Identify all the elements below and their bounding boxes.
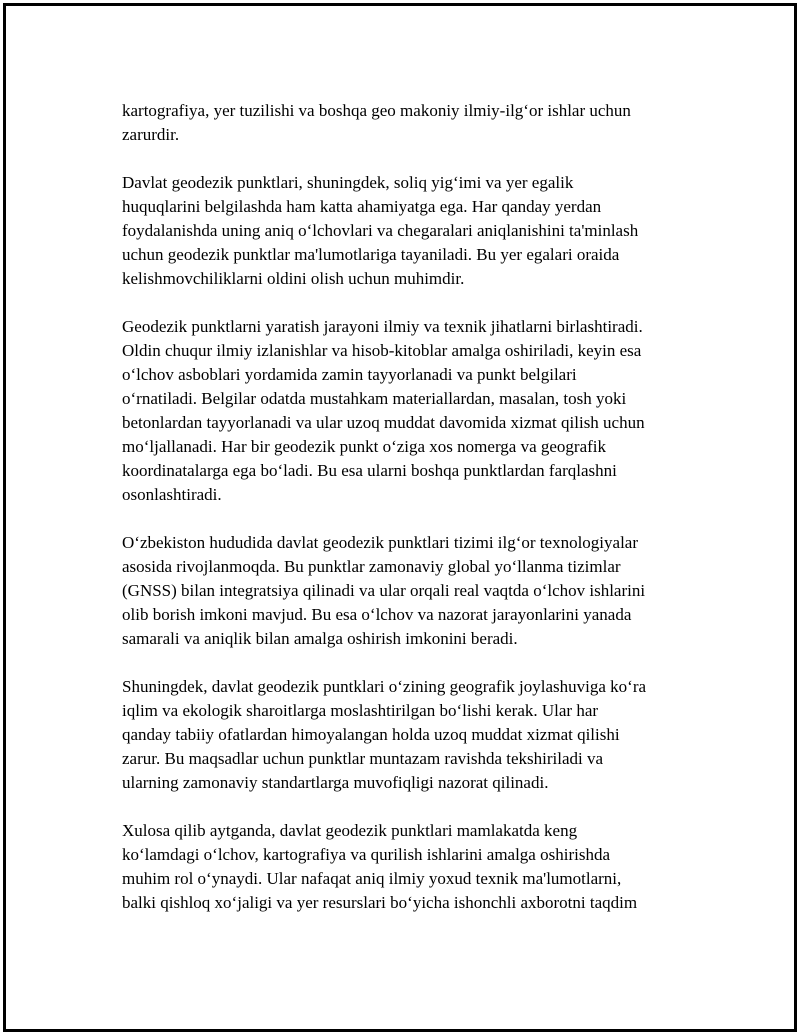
text-line: Davlat geodezik punktlari, shuningdek, soliq yig‘imi va yer egalik (122, 173, 574, 192)
text-line: qanday tabiiy ofatlardan himoyalangan holda uzoq muddat xizmat qilishi (122, 725, 620, 744)
paragraph-1 (122, 99, 694, 147)
text-line: O‘zbekiston hududida davlat geodezik punktlari tizimi ilg‘or texnologiyalar (122, 533, 639, 552)
text-line: balki qishloq xo‘jaligi va yer resurslari bo‘yicha ishonchli axborotni taqdim (122, 893, 638, 912)
text-line: zarurdir. (122, 125, 180, 144)
paragraph-6 (122, 819, 694, 915)
text-line: osonlashtiradi. (122, 485, 222, 504)
text-line: (GNSS) bilan integratsiya qilinadi va ular orqali real vaqtda o‘lchov ishlarini (122, 581, 646, 600)
text-line: koordinatalarga ega bo‘ladi. Bu esa ularni boshqa punktlardan farqlashni (122, 461, 617, 480)
text-line: betonlardan tayyorlanadi va ular uzoq muddat davomida xizmat qilish uchun (122, 413, 645, 432)
text-line: o‘lchov asboblari yordamida zamin tayyorlanadi va punkt belgilari (122, 365, 577, 384)
text-line: ko‘lamdagi o‘lchov, kartografiya va qurilish ishlarini amalga oshirishda (122, 845, 610, 864)
text-line: kartografiya, yer tuzilishi va boshqa geo makoniy ilmiy-ilg‘or ishlar uchun (122, 101, 631, 120)
page-frame (3, 3, 797, 1032)
text-line: iqlim va ekologik sharoitlarga moslashtirilgan bo‘lishi kerak. Ular har (122, 701, 599, 720)
text-line: Shuningdek, davlat geodezik puntklari o‘zining geografik joylashuviga ko‘ra (122, 677, 647, 696)
text-line: olib borish imkoni mavjud. Bu esa o‘lchov va nazorat jarayonlarini yanada (122, 605, 632, 624)
text-line: o‘rnatiladi. Belgilar odatda mustahkam materiallardan, masalan, tosh yoki (122, 389, 627, 408)
text-line: zarur. Bu maqsadlar uchun punktlar muntazam ravishda tekshiriladi va (122, 749, 604, 768)
text-line: mo‘ljallanadi. Har bir geodezik punkt o‘ziga xos nomerga va geografik (122, 437, 607, 456)
paragraph-2 (122, 171, 694, 291)
text-line: samarali va aniqlik bilan amalga oshirish imkonini beradi. (122, 629, 518, 648)
paragraph-5 (122, 675, 694, 795)
text-line: uchun geodezik punktlar ma'lumotlariga tayaniladi. Bu yer egalari oraida (122, 245, 620, 264)
text-line: Oldin chuqur ilmiy izlanishlar va hisob-kitoblar amalga oshiriladi, keyin esa (122, 341, 642, 360)
document-body (122, 99, 694, 939)
text-line: Geodezik punktlarni yaratish jarayoni ilmiy va texnik jihatlarni birlashtiradi. (122, 317, 643, 336)
text-line: ularning zamonaviy standartlarga muvofiqligi nazorat qilinadi. (122, 773, 549, 792)
text-line: kelishmovchiliklarni oldini olish uchun muhimdir. (122, 269, 465, 288)
paragraph-4 (122, 531, 694, 651)
text-line: huquqlarini belgilashda ham katta ahamiyatga ega. Har qanday yerdan (122, 197, 602, 216)
text-line: muhim rol o‘ynaydi. Ular nafaqat aniq ilmiy yoxud texnik ma'lumotlarni, (122, 869, 622, 888)
paragraph-3 (122, 315, 694, 507)
text-line: Xulosa qilib aytganda, davlat geodezik punktlari mamlakatda keng (122, 821, 578, 840)
text-line: foydalanishda uning aniq o‘lchovlari va chegaralari aniqlanishini ta'minlash (122, 221, 639, 240)
text-line: asosida rivojlanmoqda. Bu punktlar zamonaviy global yo‘llanma tizimlar (122, 557, 621, 576)
